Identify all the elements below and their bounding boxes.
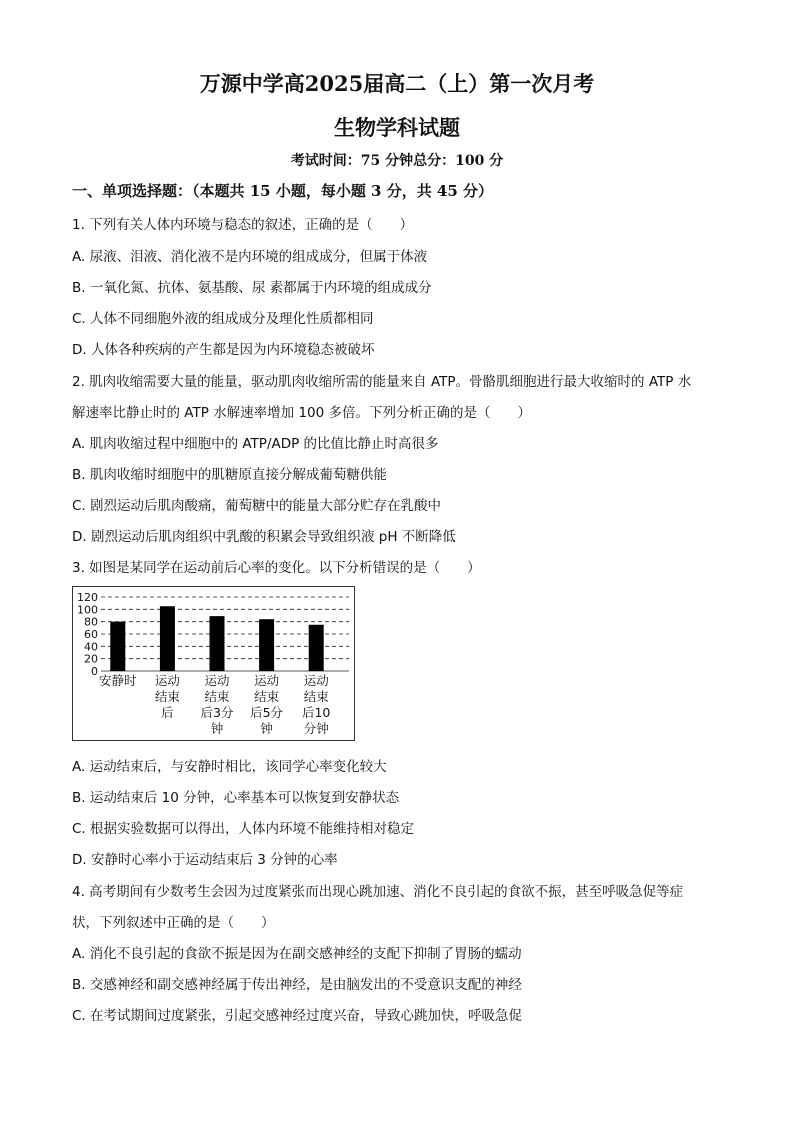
- y-tick-label: 120: [77, 591, 98, 604]
- x-tick-label: 运动: [254, 673, 280, 688]
- bar: [309, 625, 324, 671]
- y-tick-label: 20: [84, 652, 98, 666]
- q2-option-c: C. 剧烈运动后肌肉酸痛，葡萄糖中的能量大部分贮存在乳酸中: [72, 498, 442, 514]
- x-tick-label: 分钟: [303, 721, 329, 736]
- y-tick-label: 80: [84, 615, 98, 629]
- y-tick-label: 100: [77, 603, 98, 617]
- q4-option-a: A. 消化不良引起的食欲不振是因为在副交感神经的支配下抑制了胃肠的蠕动: [72, 946, 522, 962]
- q2-stem-line1: 2. 肌肉收缩需要大量的能量，驱动肌肉收缩所需的能量来自 ATP。骨骼肌细胞进行最大收缩时的 ATP 水: [72, 374, 692, 390]
- q1-option-b: B. 一氧化氮、抗体、氨基酸、尿 素都属于内环境的组成成分: [72, 280, 432, 296]
- q4-option-c: C. 在考试期间过度紧张，引起交感神经过度兴奋，导致心跳加快，呼吸急促: [72, 1008, 523, 1024]
- x-tick-label: 运动: [154, 673, 180, 688]
- x-tick-label: 钟: [210, 721, 224, 736]
- exam-title: 万源中学高2025届高二（上）第一次月考: [199, 71, 595, 96]
- q3-option-c: C. 根据实验数据可以得出，人体内环境不能维持相对稳定: [72, 821, 415, 837]
- exam-info: 考试时间：75 分钟总分：100 分: [290, 153, 504, 169]
- q4-stem-line2: 状，下列叙述中正确的是（ ）: [72, 915, 275, 931]
- x-tick-label: 安静时: [99, 673, 137, 688]
- q3-option-b: B. 运动结束后 10 分钟，心率基本可以恢复到安静状态: [72, 790, 400, 806]
- x-tick-label: 后10: [301, 705, 331, 720]
- q2-option-d: D. 剧烈运动后肌肉组织中乳酸的积累会导致组织液 pH 不断降低: [72, 529, 456, 545]
- x-tick-label: 后: [161, 705, 174, 720]
- q3-stem: 3. 如图是某同学在运动前后心率的变化。以下分析错误的是（ ）: [72, 560, 481, 576]
- q3-option-d: D. 安静时心率小于运动结束后 3 分钟的心率: [72, 852, 338, 868]
- y-tick-label: 60: [84, 628, 98, 641]
- section-heading: 一、单项选择题：（本题共 15 小题，每小题 3 分，共 45 分）: [72, 182, 494, 200]
- x-tick-label: 结束: [303, 689, 329, 704]
- q4-stem-line1: 4. 高考期间有少数考生会因为过度紧张而出现心跳加速、消化不良引起的食欲不振，甚至呼吸急促等症: [72, 884, 684, 900]
- q4-option-b: B. 交感神经和副交感神经属于传出神经，是由脑发出的不受意识支配的神经: [72, 977, 522, 993]
- q1-option-c: C. 人体不同细胞外液的组成成分及理化性质都相同: [72, 311, 374, 327]
- q2-option-a: A. 肌肉收缩过程中细胞中的 ATP/ADP 的比值比静止时高很多: [72, 436, 439, 452]
- y-tick-label: 0: [91, 665, 98, 678]
- bar: [259, 619, 274, 671]
- x-tick-label: 后3分: [200, 705, 234, 720]
- q3-option-a: A. 运动结束后，与安静时相比，该同学心率变化较大: [72, 759, 387, 775]
- x-tick-label: 结束: [204, 689, 230, 704]
- q1-option-d: D. 人体各种疾病的产生都是因为内环境稳态被破坏: [72, 342, 375, 358]
- subject-title: 生物学科试题: [334, 115, 460, 140]
- bar: [110, 622, 125, 671]
- heart-rate-chart: [72, 586, 355, 741]
- x-tick-label: 钟: [260, 721, 273, 736]
- q1-stem: 1. 下列有关人体内环境与稳态的叙述，正确的是（ ）: [72, 217, 414, 233]
- q2-option-b: B. 肌肉收缩时细胞中的肌糖原直接分解成葡萄糖供能: [72, 467, 387, 483]
- heart-rate-chart-svg: [73, 587, 356, 742]
- x-tick-label: 运动: [204, 673, 230, 688]
- q1-option-a: A. 尿液、泪液、消化液不是内环境的组成成分，但属于体液: [72, 249, 428, 265]
- x-tick-label: 结束: [154, 689, 180, 704]
- x-tick-label: 后5分: [250, 705, 284, 720]
- x-tick-label: 结束: [254, 689, 280, 704]
- bar: [160, 606, 175, 671]
- y-tick-label: 40: [84, 640, 98, 654]
- q2-stem-line2: 解速率比静止时的 ATP 水解速率增加 100 多倍。下列分析正确的是（ ）: [72, 405, 532, 421]
- bar: [210, 616, 225, 671]
- x-tick-label: 运动: [303, 673, 329, 688]
